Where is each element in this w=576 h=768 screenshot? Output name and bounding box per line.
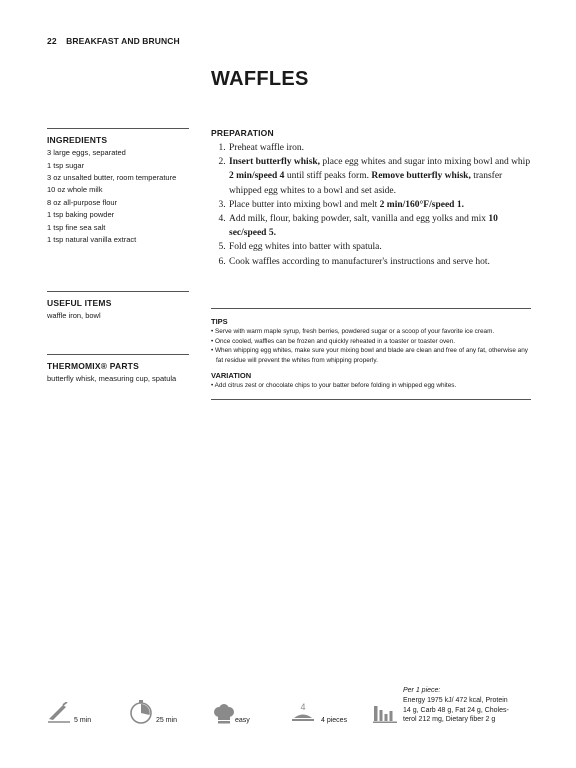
useful-items-text: waffle iron, bowl (47, 311, 101, 320)
chef-hat-icon (213, 704, 235, 726)
step-text: place egg whites and sugar into mixing bowl and whip (320, 157, 531, 168)
serving-plate-icon (291, 702, 315, 726)
divider (47, 291, 189, 292)
thermomix-parts-section (47, 354, 189, 385)
recipe-title: WAFFLES (211, 68, 309, 90)
total-time-stat (129, 696, 189, 726)
servings-stat (291, 692, 361, 726)
variation-list (211, 381, 531, 391)
nutrition-stat (373, 696, 399, 726)
ingredient-item: 3 oz unsalted butter, room temperature (47, 173, 177, 182)
step-text-bold: Remove butterfly whisk, (371, 171, 471, 182)
nutrition-info (403, 686, 509, 725)
servings-label: 4 pieces (321, 717, 348, 724)
difficulty-stat (213, 696, 273, 726)
step-text-bold: 2 min/speed 4 (229, 171, 285, 182)
nutrition-line: 14 g, Carb 48 g, Fat 24 g, Choles- (403, 706, 509, 714)
step-2 (228, 155, 531, 198)
nutrition-line: Energy 1975 kJ/ 472 kcal, Protein (403, 696, 508, 704)
step-text-bold: 2 min/160°F/speed 1. (379, 199, 464, 210)
ingredient-item: 8 oz all-purpose flour (47, 197, 118, 207)
step-4 (228, 212, 531, 240)
useful-items-section (47, 291, 189, 322)
step-5 (228, 240, 531, 254)
thermomix-parts-text: butterfly whisk, measuring cup, spatula (47, 374, 177, 383)
divider (47, 354, 189, 355)
recipe-footer (47, 684, 537, 732)
tips-heading: TIPS (211, 317, 228, 326)
divider (47, 128, 189, 129)
thermomix-parts-heading: THERMOMIX® PARTS (47, 361, 139, 371)
ingredients-section (47, 128, 189, 247)
ingredient-item: 1 tsp baking powder (47, 210, 115, 219)
step-text: Fold egg whites into batter with spatula. (229, 242, 382, 253)
step-text: transfer whipped egg whites to a bowl and set aside. (229, 171, 503, 196)
difficulty-label: easy (235, 717, 250, 724)
tip-item: • Serve with warm maple syrup, fresh berries, powdered sugar or a scoop of your favorite ice cream. (211, 327, 531, 337)
nutrition-line: terol 212 mg, Dietary fiber 2 g (403, 716, 496, 724)
stopwatch-icon (129, 700, 153, 726)
ingredients-heading: INGREDIENTS (47, 135, 108, 145)
tips-list (211, 327, 531, 365)
step-text: Place butter into mixing bowl and melt (229, 199, 380, 210)
step-text: Preheat waffle iron. (229, 143, 305, 153)
step-text: until stiff peaks form. (284, 171, 372, 182)
tip-item: • Once cooled, waffles can be frozen and quickly reheated in a toaster or toaster oven. (211, 337, 531, 347)
preparation-section (211, 128, 531, 269)
step-6 (228, 255, 531, 269)
step-3 (228, 198, 531, 212)
ingredient-item: 3 large eggs, separated (47, 148, 126, 157)
preparation-steps (211, 141, 531, 269)
tips-variation-box (211, 308, 531, 400)
step-text-bold: 10 sec/speed 5. (229, 214, 498, 239)
preparation-heading: PREPARATION (211, 128, 274, 138)
step-1 (228, 141, 531, 155)
page-number: 22 (47, 36, 57, 46)
step-text: Add milk, flour, baking powder, salt, vanilla and egg yolks and mix (229, 214, 489, 225)
variation-heading: VARIATION (211, 371, 252, 381)
prep-time-label: 5 min (74, 717, 92, 724)
useful-items-heading: USEFUL ITEMS (47, 298, 112, 308)
nutrition-per: Per 1 piece: (403, 687, 441, 694)
ingredient-item: 1 tsp fine sea salt (47, 222, 106, 232)
nutrition-bars-icon (373, 702, 397, 726)
ingredient-item: 1 tsp natural vanilla extract (47, 235, 137, 244)
knife-board-icon (47, 702, 71, 726)
tip-item: • When whipping egg whites, make sure your mixing bowl and blade are clean and free of any fat, otherwise any fat residue will prevent the whites from whipping properly. (211, 346, 531, 365)
ingredient-item: 10 oz whole milk (47, 185, 103, 194)
running-head (47, 36, 180, 46)
section-name: BREAKFAST AND BRUNCH (66, 36, 180, 46)
servings-count: 4 (300, 702, 306, 712)
prep-time-stat (47, 696, 107, 726)
ingredient-item: 1 tsp sugar (47, 160, 85, 170)
step-text-bold: Insert butterfly whisk, (229, 157, 321, 168)
variation-item: • Add citrus zest or chocolate chips to your batter before folding in whipped egg whites. (211, 381, 531, 391)
total-time-label: 25 min (156, 717, 178, 724)
step-text: Cook waffles according to manufacturer's instructions and serve hot. (229, 256, 490, 267)
ingredients-list (47, 147, 189, 247)
